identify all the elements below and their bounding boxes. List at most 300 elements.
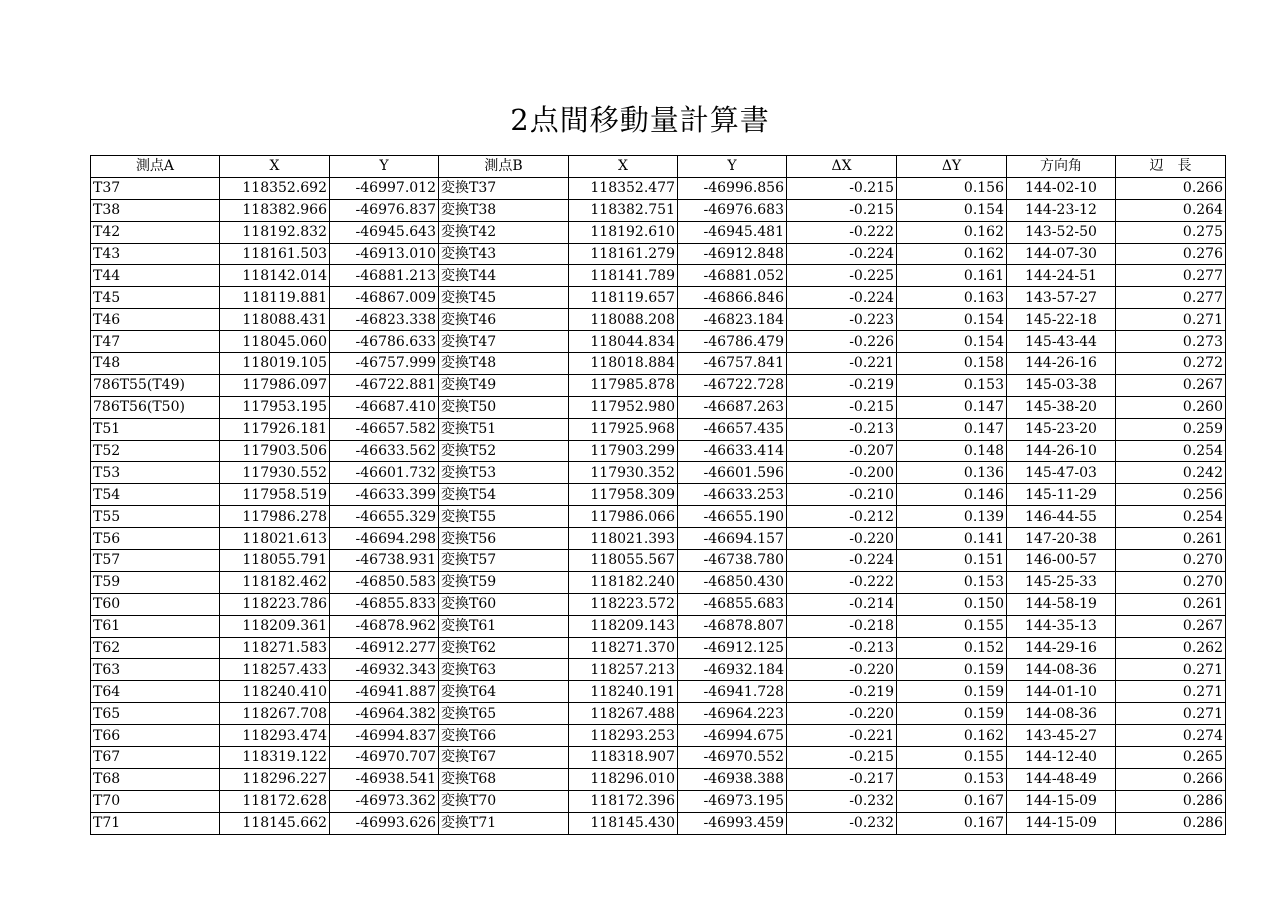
cell-x-b: 118018.884 <box>569 353 678 375</box>
cell-side-length: 0.254 <box>1116 506 1226 528</box>
cell-point-b: 変換T51 <box>439 418 569 440</box>
table-row <box>91 199 1226 221</box>
cell-delta-y: 0.139 <box>897 506 1007 528</box>
cell-y-a: -46823.338 <box>330 309 439 331</box>
cell-delta-y: 0.167 <box>897 790 1007 812</box>
table-row <box>91 637 1226 659</box>
cell-azimuth: 144-24-51 <box>1007 265 1116 287</box>
cell-side-length: 0.242 <box>1116 462 1226 484</box>
cell-point-a: T43 <box>91 243 220 265</box>
cell-point-b: 変換T56 <box>439 528 569 550</box>
cell-azimuth: 144-29-16 <box>1007 637 1116 659</box>
cell-y-a: -46855.833 <box>330 593 439 615</box>
cell-delta-x: -0.214 <box>787 593 897 615</box>
cell-y-a: -46945.643 <box>330 221 439 243</box>
cell-side-length: 0.265 <box>1116 747 1226 769</box>
cell-y-b: -46633.253 <box>678 484 787 506</box>
cell-point-a: T54 <box>91 484 220 506</box>
cell-x-a: 118382.966 <box>220 199 330 221</box>
cell-delta-y: 0.153 <box>897 374 1007 396</box>
cell-delta-x: -0.232 <box>787 790 897 812</box>
cell-azimuth: 145-43-44 <box>1007 331 1116 353</box>
cell-y-b: -46941.728 <box>678 681 787 703</box>
cell-x-b: 118161.279 <box>569 243 678 265</box>
cell-delta-x: -0.215 <box>787 747 897 769</box>
cell-point-b: 変換T63 <box>439 659 569 681</box>
cell-y-b: -46945.481 <box>678 221 787 243</box>
table-row <box>91 396 1226 418</box>
cell-y-b: -46687.263 <box>678 396 787 418</box>
cell-point-a: T68 <box>91 768 220 790</box>
cell-azimuth: 144-23-12 <box>1007 199 1116 221</box>
cell-x-b: 117930.352 <box>569 462 678 484</box>
cell-azimuth: 143-57-27 <box>1007 287 1116 309</box>
cell-side-length: 0.286 <box>1116 790 1226 812</box>
cell-azimuth: 144-08-36 <box>1007 659 1116 681</box>
cell-point-a: T48 <box>91 353 220 375</box>
cell-x-a: 117958.519 <box>220 484 330 506</box>
cell-x-b: 118296.010 <box>569 768 678 790</box>
cell-x-b: 117985.878 <box>569 374 678 396</box>
cell-delta-x: -0.212 <box>787 506 897 528</box>
cell-delta-x: -0.215 <box>787 177 897 199</box>
table-row <box>91 484 1226 506</box>
cell-point-a: T67 <box>91 747 220 769</box>
cell-delta-y: 0.154 <box>897 309 1007 331</box>
cell-point-b: 変換T54 <box>439 484 569 506</box>
cell-x-b: 118088.208 <box>569 309 678 331</box>
cell-y-a: -46867.009 <box>330 287 439 309</box>
cell-y-a: -46850.583 <box>330 571 439 593</box>
cell-delta-y: 0.153 <box>897 768 1007 790</box>
cell-delta-x: -0.215 <box>787 199 897 221</box>
cell-x-a: 118223.786 <box>220 593 330 615</box>
cell-x-b: 118119.657 <box>569 287 678 309</box>
cell-point-a: 786T55(T49) <box>91 374 220 396</box>
cell-side-length: 0.260 <box>1116 396 1226 418</box>
cell-x-a: 118352.692 <box>220 177 330 199</box>
cell-x-b: 118293.253 <box>569 725 678 747</box>
cell-point-b: 変換T52 <box>439 440 569 462</box>
cell-point-b: 変換T44 <box>439 265 569 287</box>
cell-x-a: 118142.014 <box>220 265 330 287</box>
cell-side-length: 0.277 <box>1116 287 1226 309</box>
cell-y-b: -46855.683 <box>678 593 787 615</box>
table-row <box>91 506 1226 528</box>
cell-delta-x: -0.213 <box>787 637 897 659</box>
table-row <box>91 790 1226 812</box>
cell-x-a: 117953.195 <box>220 396 330 418</box>
cell-delta-y: 0.147 <box>897 396 1007 418</box>
cell-delta-x: -0.225 <box>787 265 897 287</box>
cell-y-b: -46633.414 <box>678 440 787 462</box>
cell-azimuth: 144-02-10 <box>1007 177 1116 199</box>
cell-y-a: -46601.732 <box>330 462 439 484</box>
cell-point-b: 変換T50 <box>439 396 569 418</box>
cell-y-b: -46932.184 <box>678 659 787 681</box>
cell-x-b: 118352.477 <box>569 177 678 199</box>
cell-delta-x: -0.220 <box>787 528 897 550</box>
table-row <box>91 309 1226 331</box>
cell-y-b: -46850.430 <box>678 571 787 593</box>
cell-point-a: T62 <box>91 637 220 659</box>
cell-delta-x: -0.221 <box>787 353 897 375</box>
cell-point-b: 変換T55 <box>439 506 569 528</box>
cell-x-b: 117986.066 <box>569 506 678 528</box>
cell-y-b: -46993.459 <box>678 812 787 834</box>
cell-delta-x: -0.220 <box>787 703 897 725</box>
cell-side-length: 0.274 <box>1116 725 1226 747</box>
cell-azimuth: 145-25-33 <box>1007 571 1116 593</box>
cell-x-a: 118019.105 <box>220 353 330 375</box>
cell-side-length: 0.254 <box>1116 440 1226 462</box>
cell-x-a: 118021.613 <box>220 528 330 550</box>
table-row <box>91 418 1226 440</box>
cell-x-b: 118172.396 <box>569 790 678 812</box>
cell-point-b: 変換T60 <box>439 593 569 615</box>
cell-delta-x: -0.232 <box>787 812 897 834</box>
cell-x-b: 117903.299 <box>569 440 678 462</box>
header-point-b: 測点B <box>439 156 569 178</box>
cell-point-b: 変換T48 <box>439 353 569 375</box>
cell-x-a: 117903.506 <box>220 440 330 462</box>
cell-point-a: T56 <box>91 528 220 550</box>
cell-point-b: 変換T64 <box>439 681 569 703</box>
cell-y-a: -46786.633 <box>330 331 439 353</box>
cell-x-b: 118240.191 <box>569 681 678 703</box>
cell-point-b: 変換T59 <box>439 571 569 593</box>
cell-delta-x: -0.224 <box>787 287 897 309</box>
cell-azimuth: 144-26-10 <box>1007 440 1116 462</box>
cell-side-length: 0.276 <box>1116 243 1226 265</box>
cell-x-a: 118293.474 <box>220 725 330 747</box>
cell-delta-x: -0.210 <box>787 484 897 506</box>
cell-point-a: T71 <box>91 812 220 834</box>
cell-delta-y: 0.136 <box>897 462 1007 484</box>
cell-delta-y: 0.150 <box>897 593 1007 615</box>
cell-delta-y: 0.161 <box>897 265 1007 287</box>
cell-delta-y: 0.151 <box>897 550 1007 572</box>
cell-x-b: 118021.393 <box>569 528 678 550</box>
table-row <box>91 221 1226 243</box>
cell-y-b: -46601.596 <box>678 462 787 484</box>
cell-delta-y: 0.159 <box>897 703 1007 725</box>
cell-point-b: 変換T57 <box>439 550 569 572</box>
cell-y-a: -46993.626 <box>330 812 439 834</box>
table-row <box>91 287 1226 309</box>
cell-point-b: 変換T47 <box>439 331 569 353</box>
cell-x-a: 118240.410 <box>220 681 330 703</box>
cell-point-a: T44 <box>91 265 220 287</box>
table-header-row <box>91 156 1226 178</box>
cell-x-a: 118088.431 <box>220 309 330 331</box>
cell-y-a: -46912.277 <box>330 637 439 659</box>
cell-delta-y: 0.162 <box>897 221 1007 243</box>
cell-point-a: T63 <box>91 659 220 681</box>
cell-side-length: 0.264 <box>1116 199 1226 221</box>
cell-side-length: 0.270 <box>1116 550 1226 572</box>
cell-point-a: 786T56(T50) <box>91 396 220 418</box>
cell-point-a: T60 <box>91 593 220 615</box>
cell-side-length: 0.266 <box>1116 177 1226 199</box>
table-row <box>91 703 1226 725</box>
cell-side-length: 0.271 <box>1116 681 1226 703</box>
cell-y-a: -46973.362 <box>330 790 439 812</box>
table-row <box>91 768 1226 790</box>
cell-point-a: T65 <box>91 703 220 725</box>
cell-delta-y: 0.163 <box>897 287 1007 309</box>
cell-side-length: 0.272 <box>1116 353 1226 375</box>
cell-delta-y: 0.167 <box>897 812 1007 834</box>
cell-y-a: -46970.707 <box>330 747 439 769</box>
table-row <box>91 374 1226 396</box>
cell-y-a: -46657.582 <box>330 418 439 440</box>
cell-delta-y: 0.152 <box>897 637 1007 659</box>
header-delta-y: ΔY <box>897 156 1007 178</box>
table-row <box>91 571 1226 593</box>
cell-y-b: -46694.157 <box>678 528 787 550</box>
cell-point-b: 変換T49 <box>439 374 569 396</box>
cell-x-a: 118172.628 <box>220 790 330 812</box>
cell-y-b: -46912.125 <box>678 637 787 659</box>
cell-y-b: -46973.195 <box>678 790 787 812</box>
cell-x-b: 118271.370 <box>569 637 678 659</box>
cell-x-b: 118267.488 <box>569 703 678 725</box>
cell-y-a: -46994.837 <box>330 725 439 747</box>
cell-side-length: 0.273 <box>1116 331 1226 353</box>
table-row <box>91 812 1226 834</box>
cell-point-b: 変換T46 <box>439 309 569 331</box>
cell-delta-x: -0.221 <box>787 725 897 747</box>
cell-point-a: T42 <box>91 221 220 243</box>
cell-azimuth: 144-26-16 <box>1007 353 1116 375</box>
cell-x-b: 118318.907 <box>569 747 678 769</box>
cell-point-b: 変換T62 <box>439 637 569 659</box>
table-row <box>91 550 1226 572</box>
cell-point-b: 変換T66 <box>439 725 569 747</box>
cell-x-a: 117986.278 <box>220 506 330 528</box>
cell-delta-y: 0.155 <box>897 615 1007 637</box>
cell-x-a: 118257.433 <box>220 659 330 681</box>
cell-y-b: -46976.683 <box>678 199 787 221</box>
cell-point-a: T52 <box>91 440 220 462</box>
cell-delta-y: 0.147 <box>897 418 1007 440</box>
cell-y-b: -46757.841 <box>678 353 787 375</box>
cell-x-a: 118055.791 <box>220 550 330 572</box>
cell-point-a: T46 <box>91 309 220 331</box>
cell-azimuth: 144-07-30 <box>1007 243 1116 265</box>
cell-y-a: -46941.887 <box>330 681 439 703</box>
header-y-b: Y <box>678 156 787 178</box>
cell-y-a: -46976.837 <box>330 199 439 221</box>
table-row <box>91 615 1226 637</box>
cell-azimuth: 145-22-18 <box>1007 309 1116 331</box>
cell-y-a: -46938.541 <box>330 768 439 790</box>
cell-delta-y: 0.156 <box>897 177 1007 199</box>
cell-azimuth: 144-58-19 <box>1007 593 1116 615</box>
cell-y-b: -46657.435 <box>678 418 787 440</box>
cell-side-length: 0.261 <box>1116 593 1226 615</box>
cell-x-b: 118141.789 <box>569 265 678 287</box>
cell-x-a: 117986.097 <box>220 374 330 396</box>
cell-side-length: 0.267 <box>1116 374 1226 396</box>
table-row <box>91 243 1226 265</box>
cell-y-a: -46687.410 <box>330 396 439 418</box>
table-row <box>91 265 1226 287</box>
cell-x-b: 117925.968 <box>569 418 678 440</box>
cell-side-length: 0.266 <box>1116 768 1226 790</box>
cell-azimuth: 144-15-09 <box>1007 790 1116 812</box>
cell-y-b: -46994.675 <box>678 725 787 747</box>
cell-point-a: T57 <box>91 550 220 572</box>
cell-x-a: 118045.060 <box>220 331 330 353</box>
table-row <box>91 725 1226 747</box>
cell-y-b: -46738.780 <box>678 550 787 572</box>
table-row <box>91 681 1226 703</box>
cell-delta-x: -0.226 <box>787 331 897 353</box>
header-point-a: 測点A <box>91 156 220 178</box>
cell-delta-y: 0.141 <box>897 528 1007 550</box>
cell-point-b: 変換T65 <box>439 703 569 725</box>
cell-delta-x: -0.219 <box>787 681 897 703</box>
cell-delta-x: -0.220 <box>787 659 897 681</box>
table-row <box>91 593 1226 615</box>
cell-azimuth: 147-20-38 <box>1007 528 1116 550</box>
cell-azimuth: 145-38-20 <box>1007 396 1116 418</box>
cell-delta-x: -0.224 <box>787 550 897 572</box>
table-row <box>91 747 1226 769</box>
cell-azimuth: 143-52-50 <box>1007 221 1116 243</box>
cell-point-b: 変換T61 <box>439 615 569 637</box>
cell-point-b: 変換T70 <box>439 790 569 812</box>
cell-side-length: 0.261 <box>1116 528 1226 550</box>
header-x-a: X <box>220 156 330 178</box>
cell-x-b: 118382.751 <box>569 199 678 221</box>
cell-y-b: -46878.807 <box>678 615 787 637</box>
cell-azimuth: 144-08-36 <box>1007 703 1116 725</box>
cell-point-a: T38 <box>91 199 220 221</box>
cell-x-a: 118119.881 <box>220 287 330 309</box>
cell-side-length: 0.259 <box>1116 418 1226 440</box>
cell-point-b: 変換T71 <box>439 812 569 834</box>
cell-azimuth: 146-00-57 <box>1007 550 1116 572</box>
cell-x-a: 118271.583 <box>220 637 330 659</box>
cell-delta-y: 0.162 <box>897 725 1007 747</box>
cell-x-a: 118192.832 <box>220 221 330 243</box>
cell-point-a: T51 <box>91 418 220 440</box>
cell-y-a: -46881.213 <box>330 265 439 287</box>
cell-delta-x: -0.213 <box>787 418 897 440</box>
table-row <box>91 462 1226 484</box>
cell-x-a: 118182.462 <box>220 571 330 593</box>
cell-y-b: -46938.388 <box>678 768 787 790</box>
cell-x-b: 117958.309 <box>569 484 678 506</box>
page-title: 2点間移動量計算書 <box>510 103 770 137</box>
cell-delta-x: -0.217 <box>787 768 897 790</box>
cell-side-length: 0.271 <box>1116 703 1226 725</box>
cell-x-b: 118182.240 <box>569 571 678 593</box>
cell-point-a: T45 <box>91 287 220 309</box>
cell-point-a: T47 <box>91 331 220 353</box>
table-row <box>91 528 1226 550</box>
cell-y-a: -46964.382 <box>330 703 439 725</box>
cell-y-b: -46786.479 <box>678 331 787 353</box>
cell-delta-y: 0.146 <box>897 484 1007 506</box>
cell-x-a: 118145.662 <box>220 812 330 834</box>
movement-table <box>90 155 1226 835</box>
table-row <box>91 177 1226 199</box>
cell-azimuth: 144-12-40 <box>1007 747 1116 769</box>
cell-delta-y: 0.155 <box>897 747 1007 769</box>
cell-delta-y: 0.154 <box>897 199 1007 221</box>
cell-side-length: 0.256 <box>1116 484 1226 506</box>
cell-y-b: -46970.552 <box>678 747 787 769</box>
header-delta-x: ΔX <box>787 156 897 178</box>
cell-x-b: 117952.980 <box>569 396 678 418</box>
cell-y-b: -46996.856 <box>678 177 787 199</box>
cell-point-a: T66 <box>91 725 220 747</box>
cell-y-a: -46878.962 <box>330 615 439 637</box>
cell-side-length: 0.277 <box>1116 265 1226 287</box>
cell-y-a: -46997.012 <box>330 177 439 199</box>
table-row <box>91 353 1226 375</box>
cell-side-length: 0.275 <box>1116 221 1226 243</box>
cell-delta-y: 0.159 <box>897 659 1007 681</box>
cell-delta-y: 0.154 <box>897 331 1007 353</box>
cell-point-b: 変換T37 <box>439 177 569 199</box>
cell-side-length: 0.271 <box>1116 309 1226 331</box>
cell-x-a: 118267.708 <box>220 703 330 725</box>
cell-y-a: -46913.010 <box>330 243 439 265</box>
cell-delta-x: -0.200 <box>787 462 897 484</box>
cell-x-b: 118044.834 <box>569 331 678 353</box>
header-side-length: 辺 長 <box>1116 156 1226 178</box>
cell-y-b: -46823.184 <box>678 309 787 331</box>
header-azimuth: 方向角 <box>1007 156 1116 178</box>
cell-x-a: 118161.503 <box>220 243 330 265</box>
cell-x-b: 118257.213 <box>569 659 678 681</box>
cell-x-b: 118055.567 <box>569 550 678 572</box>
cell-delta-y: 0.153 <box>897 571 1007 593</box>
cell-azimuth: 146-44-55 <box>1007 506 1116 528</box>
cell-azimuth: 144-35-13 <box>1007 615 1116 637</box>
cell-delta-x: -0.215 <box>787 396 897 418</box>
cell-point-b: 変換T43 <box>439 243 569 265</box>
cell-y-a: -46738.931 <box>330 550 439 572</box>
cell-x-a: 118319.122 <box>220 747 330 769</box>
cell-x-b: 118145.430 <box>569 812 678 834</box>
cell-point-a: T37 <box>91 177 220 199</box>
cell-delta-y: 0.159 <box>897 681 1007 703</box>
cell-point-b: 変換T42 <box>439 221 569 243</box>
cell-y-b: -46866.846 <box>678 287 787 309</box>
cell-azimuth: 145-11-29 <box>1007 484 1116 506</box>
cell-azimuth: 145-47-03 <box>1007 462 1116 484</box>
cell-point-a: T64 <box>91 681 220 703</box>
cell-y-b: -46722.728 <box>678 374 787 396</box>
cell-point-a: T55 <box>91 506 220 528</box>
table-body <box>91 177 1226 834</box>
cell-x-a: 117926.181 <box>220 418 330 440</box>
cell-x-a: 117930.552 <box>220 462 330 484</box>
cell-azimuth: 145-23-20 <box>1007 418 1116 440</box>
cell-y-a: -46694.298 <box>330 528 439 550</box>
header-y-a: Y <box>330 156 439 178</box>
cell-point-a: T61 <box>91 615 220 637</box>
cell-azimuth: 144-01-10 <box>1007 681 1116 703</box>
cell-y-a: -46633.562 <box>330 440 439 462</box>
cell-y-b: -46655.190 <box>678 506 787 528</box>
